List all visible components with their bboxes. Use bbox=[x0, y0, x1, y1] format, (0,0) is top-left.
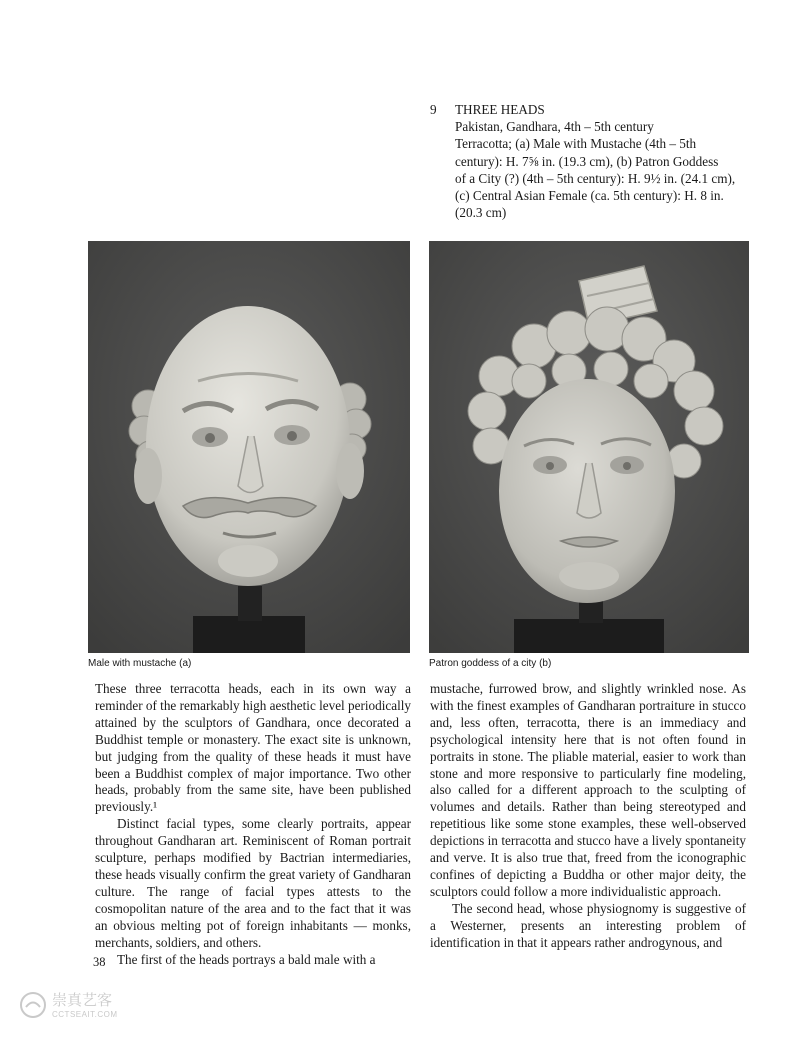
catalog-line: (20.3 cm) bbox=[455, 205, 507, 221]
catalog-line: century): H. 7⅝ in. (19.3 cm), (b) Patron Goddess bbox=[455, 153, 719, 169]
catalog-line: Pakistan, Gandhara, 4th – 5th century bbox=[455, 119, 654, 135]
watermark-text: 崇真艺客 bbox=[52, 990, 113, 1009]
watermark bbox=[18, 990, 118, 1020]
goddess-head-illustration bbox=[429, 241, 749, 653]
male-head-illustration bbox=[88, 241, 410, 653]
plate-label-b: Patron goddess of a city (b) bbox=[429, 658, 552, 669]
catalog-line: Terracotta; (a) Male with Mustache (4th – 5th bbox=[455, 136, 697, 152]
page-number: 38 bbox=[93, 955, 106, 969]
watermark-logo-icon bbox=[18, 990, 48, 1020]
catalog-number: 9 bbox=[430, 102, 437, 117]
catalog-line: of a City (?) (4th – 5th century): H. 9½ in. (24.1 cm), bbox=[455, 170, 736, 186]
photo-patron-goddess bbox=[429, 241, 749, 653]
plate-label-a: Male with mustache (a) bbox=[88, 658, 192, 669]
catalog-caption-body bbox=[455, 101, 760, 221]
watermark-subtext: CCTSEAIT.COM bbox=[52, 1009, 118, 1019]
catalog-line: (c) Central Asian Female (ca. 5th century): H. 8 in. bbox=[455, 188, 724, 204]
body-text-right-column bbox=[430, 681, 746, 952]
catalog-caption bbox=[430, 101, 760, 221]
body-text-left-column bbox=[95, 681, 411, 968]
body-paragraph: These three terracotta heads, each in its own way a reminder of the remarkably high aesthetic level periodically attained by the sculptors of Gandhara, once decorated a Buddhist temple or monastery. The exact site is unknown, but judging from the quality of these heads it must have been a Buddhist complex of major importance. Two other heads, probably from the same site, have been published previously.¹ bbox=[95, 681, 412, 815]
body-paragraph: mustache, furrowed brow, and slightly wrinkled nose. As with the finest examples of Gandharan portraiture in stucco and, less often, terracotta, there is an immediacy and psychological intensity here that is not often found in portraits in stone. The pliable material, easier to work than stone and more responsive to particularly fine modeling, also called for a different approach to the sculpting of volumes and details. Rather than being stereotyped and repetitious like some stone examples, these well-observed depictions in terracotta and stucco have a lively spontaneity and verve. It is also true that, freed from the iconographic confines of depicting a Buddha or other major deity, the sculptors could follow a more individualistic approach. bbox=[430, 681, 746, 899]
catalog-title: THREE HEADS bbox=[455, 102, 545, 117]
body-paragraph: The first of the heads portrays a bald male with a bbox=[117, 951, 376, 967]
body-paragraph: The second head, whose physiognomy is suggestive of a Westerner, presents an interesting problem of identification in that it appears rather androgynous, and bbox=[430, 900, 746, 950]
body-paragraph: Distinct facial types, some clearly portraits, appear throughout Gandharan art. Reminiscent of Roman portrait sculpture, perhaps modified by Bactrian intermediaries, these heads visually confirm the great variety of Gandharan culture. The range of facial types attests to the cosmopolitan nature of the area and to the fact that it was an obvious melting pot of foreign inhabitants — monks, merchants, soldiers, and others. bbox=[95, 816, 411, 950]
photo-male-with-mustache bbox=[88, 241, 410, 653]
